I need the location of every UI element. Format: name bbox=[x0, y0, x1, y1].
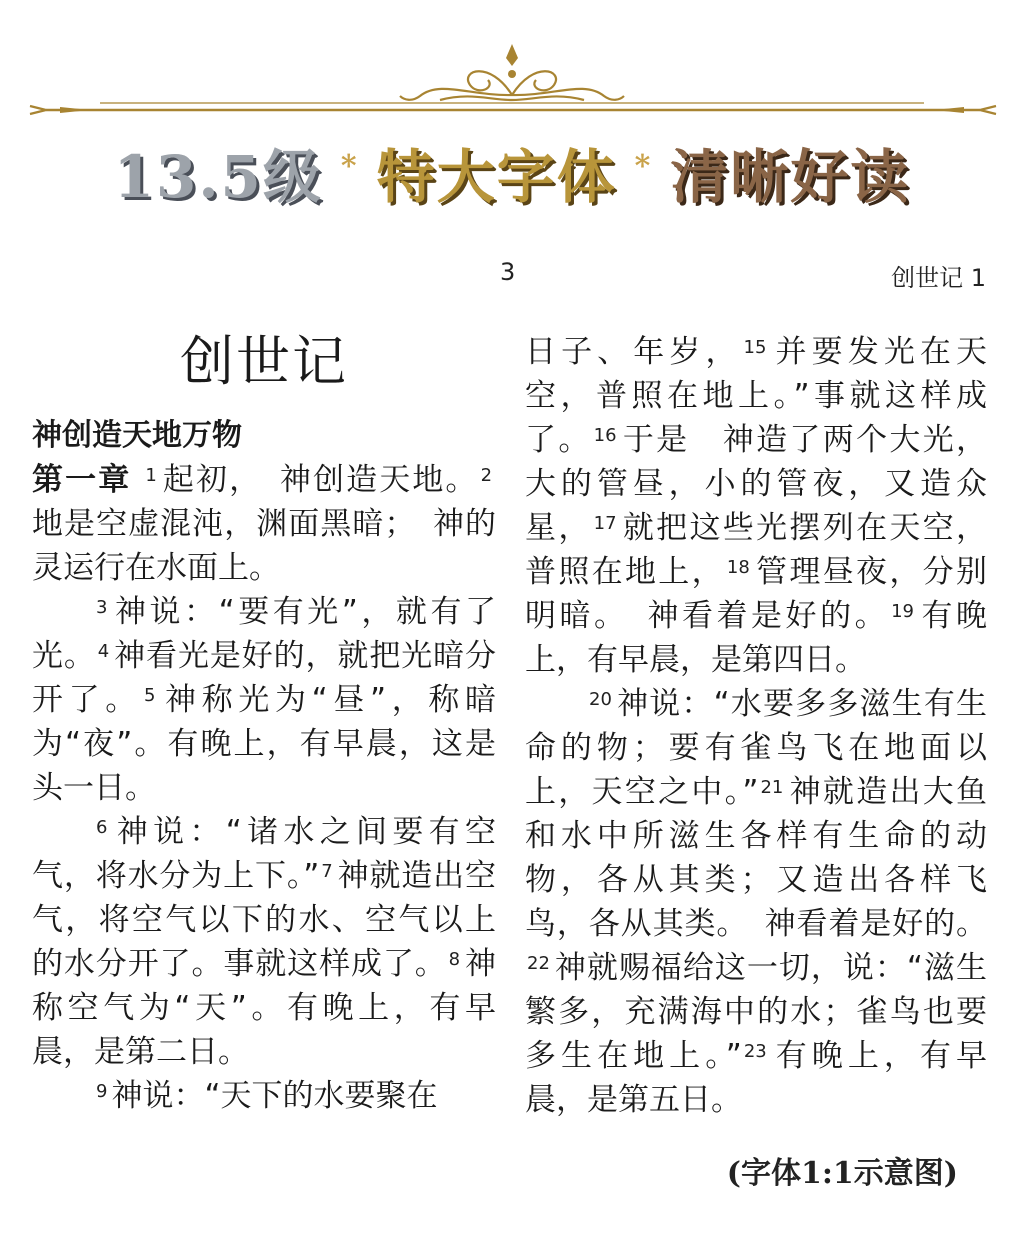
banner-star-1: * bbox=[340, 148, 359, 184]
running-head: 创世记 1 bbox=[891, 264, 986, 292]
left-paragraph bbox=[32, 590, 496, 810]
verse-text: 神说：“诸水之间要有空气，将水分为上下。” bbox=[32, 814, 496, 894]
verse-number: 3 bbox=[96, 597, 108, 618]
banner-star-2: * bbox=[634, 148, 653, 184]
section-heading: 神创造天地万物 bbox=[32, 418, 242, 453]
verse-number: 1 bbox=[145, 465, 157, 486]
verse-number: 17 bbox=[593, 513, 617, 534]
verse-number: 7 bbox=[321, 861, 333, 882]
page-number: 3 bbox=[500, 258, 516, 286]
verse-text: 起初， 神创造天地。 bbox=[160, 462, 479, 498]
verse-number: 22 bbox=[527, 953, 550, 974]
verse-text: 地是空虚混沌，渊面黑暗； 神的灵运行在水面上。 bbox=[32, 506, 496, 586]
verse-text: 于是 神造了两个大光，大的管昼，小的管夜，又造众星， bbox=[525, 422, 988, 546]
verse-text: 日子、年岁， bbox=[525, 334, 742, 370]
verse-text: 有晚上，有早晨，是第四日。 bbox=[525, 598, 987, 678]
verse-number: 6 bbox=[96, 817, 108, 838]
ornament-flourish-icon bbox=[0, 0, 1024, 130]
verse-number: 8 bbox=[448, 949, 461, 970]
verse-text: 并要发光在天空，普照在地上。”事就这样成了。 bbox=[525, 334, 987, 458]
verse-text: 神说：“要有光”，就有了光。 bbox=[32, 594, 496, 674]
verse-text: 神说：“水要多多滋生有生命的物；要有雀鸟飞在地面以上，天空之中。” bbox=[525, 686, 987, 810]
verse-number: 21 bbox=[760, 777, 784, 798]
book-title: 创世记 bbox=[180, 330, 348, 393]
verse-text: 神就造出大鱼和水中所滋生各样有生命的动物，各从其类；又造出各样飞鸟，各从其类。 神看着是好的。 bbox=[525, 774, 988, 942]
verse-text: 神就赐福给这一切，说：“滋生繁多，充满海中的水；雀鸟也要多生在地上。” bbox=[525, 950, 987, 1074]
verse-number: 9 bbox=[96, 1081, 108, 1102]
verse-text: 神称空气为“天”。有晚上，有早晨，是第二日。 bbox=[32, 946, 497, 1070]
verse-number: 4 bbox=[97, 641, 110, 662]
verse-number: 20 bbox=[589, 689, 612, 710]
banner-size: 13.5级 bbox=[113, 143, 323, 211]
verse-number: 16 bbox=[593, 425, 617, 446]
verse-text: 就把这些光摆列在天空，普照在地上， bbox=[525, 510, 988, 590]
banner-feature: 特大字体 bbox=[376, 143, 617, 211]
left-paragraph bbox=[32, 810, 496, 1074]
banner-benefit: 清晰好读 bbox=[670, 143, 911, 211]
verse-number: 15 bbox=[743, 337, 767, 358]
verse-number: 18 bbox=[726, 557, 750, 578]
verse-text: 有晚上，有早晨，是第五日。 bbox=[525, 1038, 987, 1118]
banner bbox=[0, 132, 1024, 212]
verse-number: 5 bbox=[143, 685, 156, 706]
verse-number: 19 bbox=[891, 601, 914, 622]
right-column bbox=[525, 330, 987, 1122]
chapter-label: 第一章 bbox=[32, 462, 132, 498]
left-body bbox=[32, 458, 496, 1118]
verse-text: 管理昼夜，分别明暗。 神看着是好的。 bbox=[525, 554, 988, 634]
left-column bbox=[32, 330, 496, 1118]
right-body bbox=[525, 330, 987, 1122]
left-paragraph bbox=[32, 458, 496, 590]
verse-text: 神称光为“昼”，称暗为“夜”。有晚上，有早晨，这是头一日。 bbox=[32, 682, 497, 806]
right-paragraph bbox=[525, 682, 987, 1122]
right-paragraph bbox=[525, 330, 987, 682]
verse-text: 神看光是好的，就把光暗分开了。 bbox=[32, 638, 497, 718]
verse-number: 2 bbox=[480, 465, 493, 486]
verse-text: 神就造出空气，将空气以下的水、空气以上的水分开了。事就这样成了。 bbox=[32, 858, 496, 982]
caption: (字体1:1示意图) bbox=[726, 1156, 958, 1191]
verse-text: 神说：“天下的水要聚在 bbox=[111, 1078, 438, 1114]
left-paragraph bbox=[32, 1074, 496, 1118]
verse-number: 23 bbox=[743, 1041, 767, 1062]
